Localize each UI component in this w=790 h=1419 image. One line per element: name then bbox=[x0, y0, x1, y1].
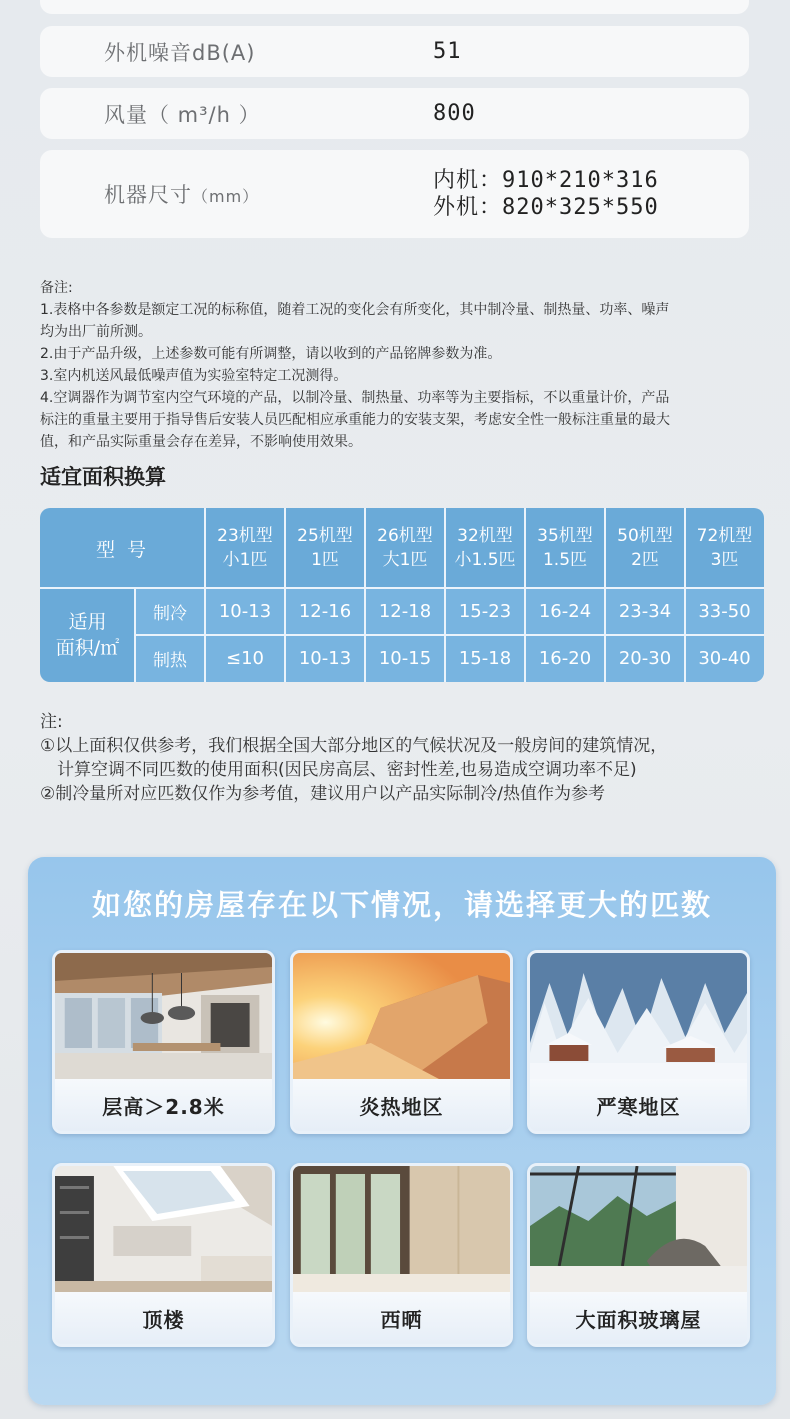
card-glass-house bbox=[527, 1163, 750, 1347]
high-ceiling-photo bbox=[55, 953, 272, 1079]
area-notes-title: 注: bbox=[40, 712, 63, 732]
heating-label: 制热 bbox=[153, 651, 187, 671]
card-west-sun bbox=[290, 1163, 513, 1347]
model-name: 26机型 bbox=[377, 526, 433, 546]
heating-value: 30-40 bbox=[698, 648, 751, 669]
spec-label: 外机噪音dB(A) bbox=[104, 40, 256, 65]
model-name: 32机型 bbox=[457, 526, 513, 546]
spec-value: 51 bbox=[433, 39, 462, 64]
grid-line bbox=[40, 587, 764, 589]
area-group-label bbox=[40, 588, 135, 682]
card-caption: 炎热地区 bbox=[293, 1079, 510, 1131]
cooling-value: 12-16 bbox=[298, 601, 352, 622]
area-note-line: 计算空调不同匹数的使用面积(因民房高层、密封性差,也易造成空调功率不足) bbox=[57, 760, 637, 780]
grid-line bbox=[684, 508, 686, 682]
remark-line: 1.表格中各参数是额定工况的标称值，随着工况的变化会有所变化，其中制冷量、制热量、功率、噪声 bbox=[40, 302, 670, 318]
glass-house-photo bbox=[530, 1166, 747, 1292]
area-notes bbox=[40, 710, 770, 806]
spec-label-text: 机器尺寸 bbox=[104, 183, 192, 207]
model-hp: 1匹 bbox=[311, 550, 339, 570]
spec-row-airflow bbox=[40, 88, 749, 139]
model-header bbox=[365, 508, 445, 588]
spec-value bbox=[433, 167, 659, 221]
panel-title: 如您的房屋存在以下情况，请选择更大的匹数 bbox=[91, 888, 712, 922]
indoor-dimension: 内机：910*210*316 bbox=[433, 168, 659, 193]
heating-value: 15-18 bbox=[458, 648, 512, 669]
spec-row-dimensions bbox=[40, 150, 749, 238]
card-caption: 西晒 bbox=[293, 1292, 510, 1344]
model-header-label: 型 号 bbox=[95, 538, 150, 561]
cooling-value: 15-23 bbox=[458, 601, 512, 622]
attic-photo bbox=[55, 1166, 272, 1292]
remarks bbox=[40, 277, 770, 453]
model-hp: 小1.5匹 bbox=[454, 550, 516, 570]
cooling-value: 12-18 bbox=[378, 601, 432, 622]
card-caption: 大面积玻璃屋 bbox=[530, 1292, 747, 1344]
remarks-title: 备注: bbox=[40, 280, 73, 296]
model-header bbox=[445, 508, 525, 588]
grid-line bbox=[204, 508, 206, 682]
cooling-label: 制冷 bbox=[153, 604, 187, 624]
spec-label-unit: （mm） bbox=[192, 187, 260, 206]
model-header bbox=[525, 508, 605, 588]
area-group-label-line2: 面积/㎡ bbox=[55, 637, 120, 659]
heating-value: 10-15 bbox=[378, 648, 432, 669]
model-name: 23机型 bbox=[217, 526, 273, 546]
remark-line: 均为出厂前所测。 bbox=[40, 324, 152, 340]
model-hp: 3匹 bbox=[710, 550, 739, 570]
cooling-value: 23-34 bbox=[618, 601, 672, 622]
card-high-ceiling bbox=[52, 950, 275, 1134]
model-name: 72机型 bbox=[696, 526, 753, 546]
outdoor-dimension: 外机：820*325*550 bbox=[433, 195, 659, 220]
remark-line: 标注的重量主要用于指导售后安装人员匹配相应承重能力的安装支架，考虑安全性一般标注重量的最大 bbox=[40, 412, 670, 428]
model-header bbox=[205, 508, 285, 588]
card-cold-region bbox=[527, 950, 750, 1134]
card-caption: 层高＞2.8米 bbox=[55, 1079, 272, 1131]
desert-photo bbox=[293, 953, 510, 1079]
cooling-value: 33-50 bbox=[698, 601, 751, 622]
card-caption: 顶楼 bbox=[55, 1292, 272, 1344]
card-top-floor bbox=[52, 1163, 275, 1347]
spec-label bbox=[104, 179, 259, 209]
snow-village-photo bbox=[530, 953, 747, 1079]
grid-line bbox=[524, 508, 526, 682]
model-name: 50机型 bbox=[617, 526, 673, 546]
heating-value: 16-20 bbox=[538, 648, 592, 669]
card-hot-region bbox=[290, 950, 513, 1134]
model-header bbox=[605, 508, 685, 588]
model-hp: 小1匹 bbox=[222, 550, 268, 570]
cooling-value: 16-24 bbox=[538, 601, 592, 622]
cooling-value: 10-13 bbox=[218, 601, 272, 622]
remark-line: 2.由于产品升级，上述参数可能有所调整，请以收到的产品铭牌参数为准。 bbox=[40, 346, 502, 362]
grid-line bbox=[604, 508, 606, 682]
grid-line bbox=[284, 508, 286, 682]
spec-value: 800 bbox=[433, 101, 476, 126]
model-hp: 2匹 bbox=[631, 550, 659, 570]
larger-capacity-panel bbox=[28, 857, 776, 1405]
grid-line bbox=[444, 508, 446, 682]
area-table bbox=[40, 508, 764, 682]
grid-line bbox=[135, 634, 764, 636]
spec-row-noise bbox=[40, 26, 749, 77]
model-header bbox=[685, 508, 764, 588]
model-hp: 1.5匹 bbox=[542, 550, 588, 570]
remark-line: 值，和产品实际重量会存在差异，不影响使用效果。 bbox=[40, 434, 362, 450]
west-sun-photo bbox=[293, 1166, 510, 1292]
remark-line: 3.室内机送风最低噪声值为实验室特定工况测得。 bbox=[40, 368, 348, 384]
area-section-title: 适宜面积换算 bbox=[40, 465, 166, 489]
model-name: 25机型 bbox=[297, 526, 353, 546]
card-caption: 严寒地区 bbox=[530, 1079, 747, 1131]
spec-label: 风量（ m³/h ） bbox=[104, 102, 261, 127]
grid-line bbox=[364, 508, 366, 682]
model-hp: 大1匹 bbox=[382, 550, 428, 570]
area-note-line: ②制冷量所对应匹数仅作为参考值，建议用户以产品实际制冷/热值作为参考 bbox=[40, 784, 605, 804]
heating-value: 20-30 bbox=[618, 648, 672, 669]
model-header bbox=[285, 508, 365, 588]
model-name: 35机型 bbox=[537, 526, 593, 546]
area-note-line: ①以上面积仅供参考，我们根据全国大部分地区的气候状况及一般房间的建筑情况， bbox=[40, 736, 668, 756]
spec-row-partial bbox=[40, 0, 749, 14]
heating-value: 10-13 bbox=[298, 648, 352, 669]
remark-line: 4.空调器作为调节室内空气环境的产品，以制冷量、制热量、功率等为主要指标，不以重量计价，产品 bbox=[40, 390, 670, 406]
area-group-label-line1: 适用 bbox=[68, 611, 107, 633]
heating-value: ≤10 bbox=[226, 648, 264, 669]
